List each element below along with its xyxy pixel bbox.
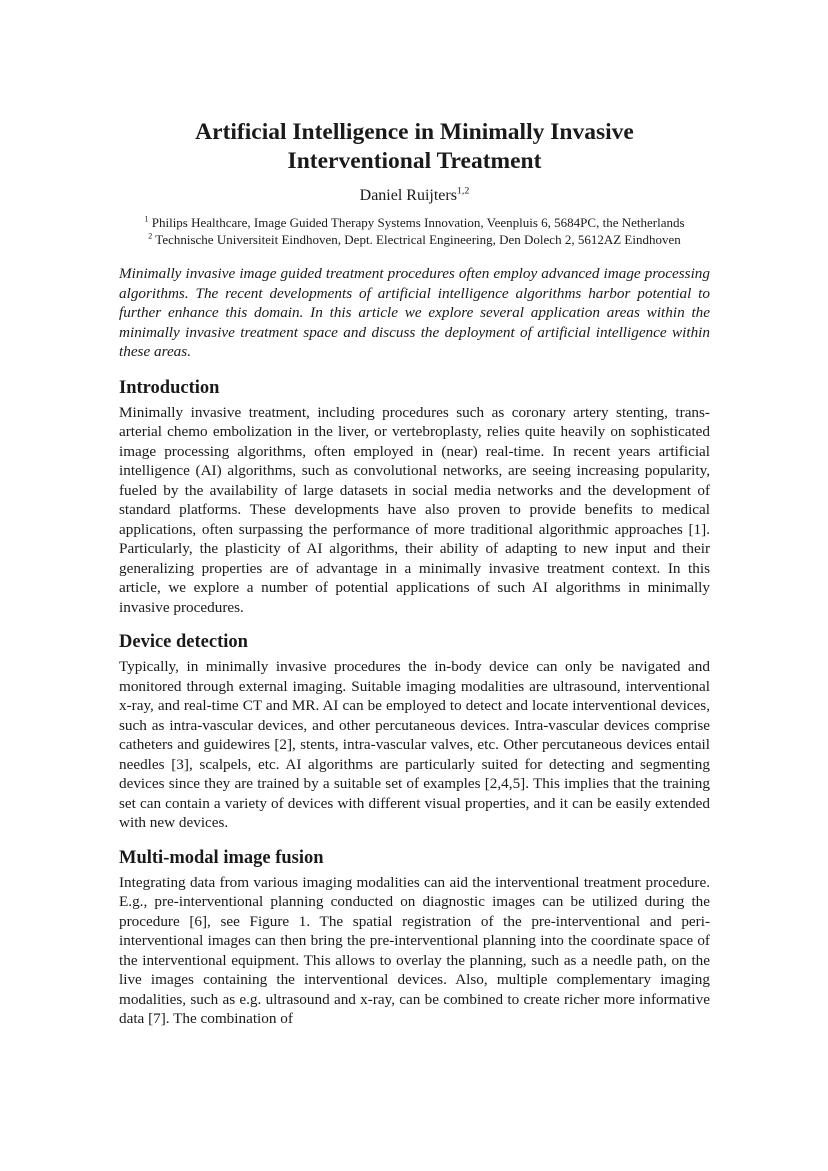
section-text-device-detection: Typically, in minimally invasive procedures the in-body device can only be navigated and monitored through external imaging. Suitable imaging modalities are ultrasound, interventional x-ray, and real-time CT and MR. AI can be employed to detect and locate interventional devices, such as intra-vascular devices, and other percutaneous devices. Intra-vascular devices comprise catheters and guidewires [2], stents, intra-vascular valves, etc. Other percutaneous devices entail needles [3], scalpels, etc. AI algorithms are particularly suited for detecting and segmenting devices since they are trained by a suitable set of examples [2,4,5]. This implies that the training set can contain a variety of devices with different visual properties, and it can be easily extended with new devices. xyxy=(119,658,710,832)
author-affiliation-marker: 1,2 xyxy=(456,185,470,197)
affiliation-2 xyxy=(119,231,710,248)
title-line-2: Interventional Treatment xyxy=(287,148,542,174)
paper-page xyxy=(119,118,710,1029)
affiliations xyxy=(119,214,710,248)
section-text-introduction: Minimally invasive treatment, including procedures such as coronary artery stenting, trans-arterial chemo embolization in the liver, or vertebroplasty, relies quite heavily on sophisticated image processing algorithms, often employed in (near) real-time. In recent years artificial intelligence (AI) algorithms, such as convolutional networks, are seeing increasing popularity, fueled by the availability of large datasets in social media networks and the development of standard platforms. These developments have also proven to provide benefits to medical applications, often surpassing the performance of more traditional algorithmic approaches [1]. Particularly, the plasticity of AI algorithms, their ability of adapting to new input and their generalizing properties are of advantage in a minimally invasive treatment context. In this article, we explore a number of potential applications of such AI algorithms in minimally invasive procedures. xyxy=(119,403,710,616)
affiliation-number: 2 xyxy=(148,231,153,241)
affiliation-text: Technische Universiteit Eindhoven, Dept. Electrical Engineering, Den Dolech 2, 5612AZ Eindhoven xyxy=(155,232,681,247)
abstract: Minimally invasive image guided treatment procedures often employ advanced image processing algorithms. The recent developments of artificial intelligence algorithms harbor potential to further enhance this domain. In this article we explore several application areas within the minimally invasive treatment space and discuss the deployment of artificial intelligence within these areas. xyxy=(119,265,710,360)
affiliation-1 xyxy=(119,214,710,231)
section-text-multi-modal-image-fusion: Integrating data from various imaging modalities can aid the interventional treatment procedure. E.g., pre-interventional planning conducted on diagnostic images can be utilized during the procedure [6], see Figure 1. The spatial registration of the pre-interventional and peri-interventional images can then bring the pre-interventional planning into the coordinate space of the interventional equipment. This allows to overlay the planning, such as a needle path, on the live images containing the interventional devices. Also, multiple complementary imaging modalities, such as e.g. ultrasound and x-ray, can be combined to create richer more informative data [7]. The combination of xyxy=(119,873,710,1028)
author-line xyxy=(119,186,710,206)
paper-title xyxy=(119,118,710,176)
title-line-1: Artificial Intelligence in Minimally Invasive xyxy=(195,119,634,145)
section-heading-device-detection: Device detection xyxy=(119,632,248,653)
affiliation-number: 1 xyxy=(144,214,149,224)
section-heading-multi-modal-image-fusion: Multi-modal image fusion xyxy=(119,847,324,868)
affiliation-text: Philips Healthcare, Image Guided Therapy Systems Innovation, Veenpluis 6, 5684PC, the Netherlands xyxy=(151,215,685,230)
author-name: Daniel Ruijters xyxy=(359,187,457,204)
section-heading-introduction: Introduction xyxy=(119,377,220,398)
